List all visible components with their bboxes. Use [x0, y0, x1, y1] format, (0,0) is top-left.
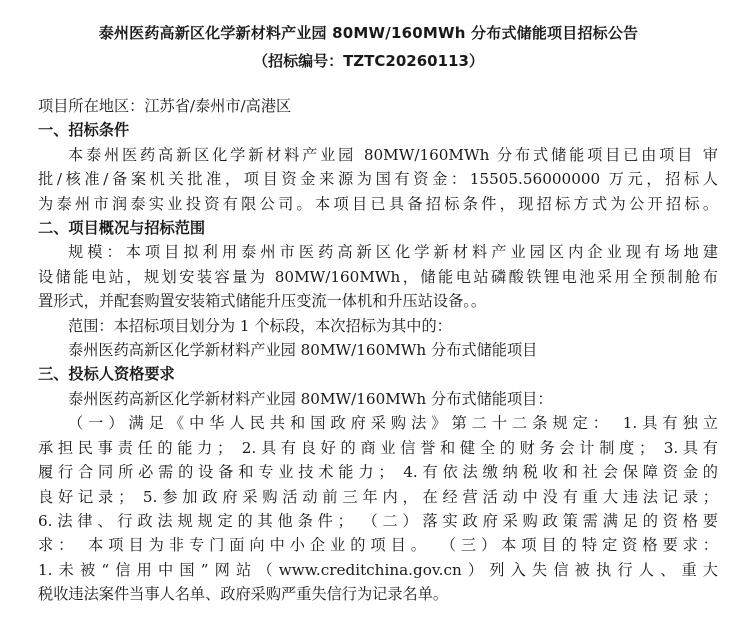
paragraph-line: 税收违法案件当事人名单、政府采购严重失信行为记录名单。: [38, 585, 449, 604]
paragraph-line: 置形式，并配套购置安装箱式储能升压变流一体机和升压站设备。。: [38, 292, 487, 311]
document-title: 泰州医药高新区化学新材料产业园 80MW/160MWh 分布式储能项目招标公告: [98, 24, 639, 42]
paragraph-line: 履行合同所必需的设备和专业技术能力； 4.有依法缴纳税收和社会保障资金的: [38, 463, 718, 482]
paragraph-line: 6.法律、行政法规规定的其他条件； （二）落实政府采购政策需满足的资格要: [38, 511, 718, 530]
paragraph-line: 求： 本项目为非专门面向中小企业的项目。 （三）本项目的特定资格要求：: [38, 536, 718, 555]
paragraph-line: 泰州医药高新区化学新材料产业园 80MW/160MWh 分布式储能项目：: [68, 389, 553, 408]
paragraph-line: 本泰州医药高新区化学新材料产业园 80MW/160MWh 分布式储能项目已由项目 审: [68, 145, 718, 164]
paragraph-line: 设储能电站，规划安装容量为 80MW/160MWh，储能电站磷酸铁锂电池采用全预制舱布: [38, 267, 718, 286]
paragraph-line: 规模：本项目拟利用泰州市医药高新区化学新材料产业园区内企业现有场地建: [68, 243, 718, 262]
paragraph-line: 批/核准/备案机关批准，项目资金来源为国有资金：15505.56000000 万元，招标人: [38, 170, 718, 189]
paragraph-line: 承担民事责任的能力； 2.具有良好的商业信誉和健全的财务会计制度； 3.具有: [38, 438, 718, 457]
paragraph-line: （一）满足《中华人民共和国政府采购法》第二十二条规定： 1.具有独立: [68, 414, 718, 433]
paragraph-line: 范围：本招标项目划分为 1 个标段，本次招标为其中的：: [68, 316, 452, 335]
section-heading-project-overview: 二、项目概况与招标范围: [38, 219, 206, 238]
paragraph-line: 1.未被“信用中国”网站（www.creditchina.gov.cn）列入失信被执行人、重大: [38, 560, 718, 579]
project-region: 项目所在地区：江苏省/泰州市/高港区: [38, 97, 292, 115]
document-body: [38, 94, 718, 607]
paragraph-line: 泰州医药高新区化学新材料产业园 80MW/160MWh 分布式储能项目: [68, 341, 538, 360]
section-heading-bidder-qualifications: 三、投标人资格要求: [38, 365, 175, 384]
tender-number: （招标编号：TZTC20260113）: [253, 52, 484, 70]
section-heading-tender-conditions: 一、招标条件: [38, 121, 130, 140]
paragraph-line: 良好记录； 5.参加政府采购活动前三年内，在经营活动中没有重大违法记录；: [38, 487, 718, 506]
paragraph-line: 为泰州市润泰实业投资有限公司。本项目已具备招标条件，现招标方式为公开招标。: [38, 194, 718, 213]
